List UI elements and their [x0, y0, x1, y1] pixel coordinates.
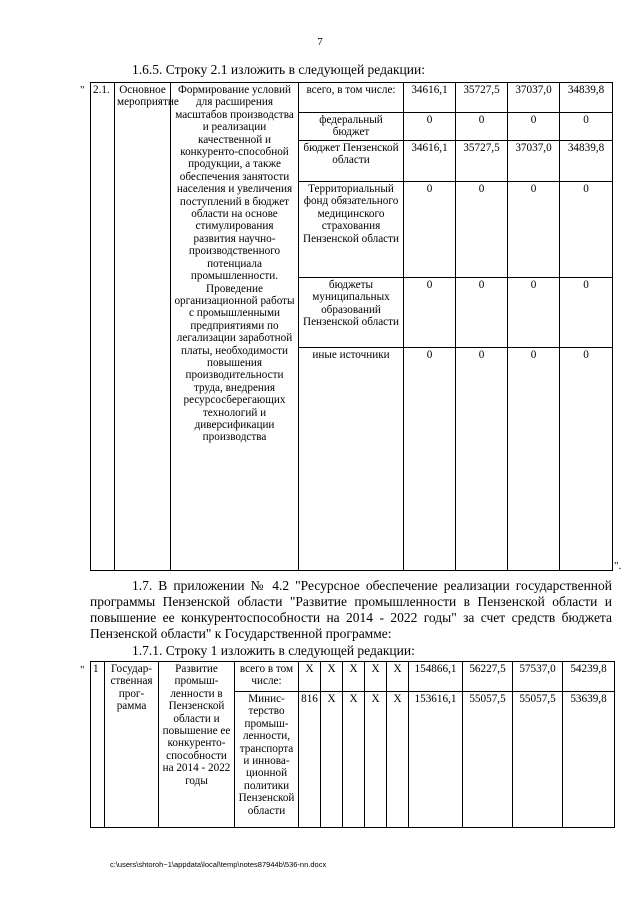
value-cell: 57537,0 [513, 662, 563, 692]
source-cell: всего, в том числе: [299, 83, 404, 113]
heading-1-7-1: 1.7.1. Строку 1 изложить в следующей редакции: [132, 643, 415, 658]
value-cell: 0 [404, 113, 456, 141]
value-cell: 0 [508, 278, 560, 348]
page-number: 7 [317, 36, 323, 48]
x-cell: X [321, 692, 343, 828]
value-cell: 153616,1 [409, 692, 463, 828]
row-type: Государ-ственная прог-рамма [105, 662, 159, 828]
x-cell: X [387, 662, 409, 692]
open-quote-1: " [80, 84, 85, 96]
value-cell: 0 [508, 182, 560, 278]
value-cell: 56227,5 [463, 662, 513, 692]
value-cell: 0 [508, 348, 560, 571]
value-cell: 0 [560, 278, 613, 348]
value-cell: 0 [404, 182, 456, 278]
x-cell: X [365, 692, 387, 828]
value-cell: 35727,5 [456, 141, 508, 182]
row-type: Основное мероприятие [115, 83, 171, 571]
row-number: 1 [91, 662, 105, 828]
row-number: 2.1. [91, 83, 115, 571]
row-description: Формирование условий для расширения масштабов производства и реализации качественной и конкуренто-способной продукции, а также обеспечения занятости населения и увеличения поступлений в бюджет области на основе стимулирования развития научно-производственного потенциала промышленности. Проведение организационной работы с промышленными предприятиями по легализации заработной платы, необходимости повышения производительности труда, внедрения ресурсосберегающих технологий и диверсификации производства [171, 83, 299, 571]
heading-1-6-5: 1.6.5. Строку 2.1 изложить в следующей редакции: [132, 62, 425, 77]
value-cell: 0 [560, 348, 613, 571]
x-cell: X [387, 692, 409, 828]
paragraph-1-7: 1.7. В приложении № 4.2 "Ресурсное обеспечение реализации государственной программы Пензенской области "Развитие промышленности в Пензенской области и повышение ее конкурентоспособности на 2014 - 2022 годы" за счет средств бюджета Пензенской области" к Государственной программе: [90, 578, 612, 641]
x-cell: X [299, 662, 321, 692]
value-cell: 0 [404, 348, 456, 571]
value-cell: 37037,0 [508, 83, 560, 113]
source-cell: федеральный бюджет [299, 113, 404, 141]
value-cell: 0 [560, 182, 613, 278]
table-row-1 [90, 661, 615, 828]
source-cell: Территориальный фонд обязательного медицинского страхования Пензенской области [299, 182, 404, 278]
value-cell: 0 [404, 278, 456, 348]
x-cell: X [343, 692, 365, 828]
source-cell: бюджет Пензенской области [299, 141, 404, 182]
x-cell: X [343, 662, 365, 692]
close-quote-1: ". [614, 560, 622, 572]
footer-file-path: c:\users\shtoroh~1\appdata\local\temp\notes87944b\536-nn.docx [110, 860, 327, 869]
value-cell: 35727,5 [456, 83, 508, 113]
value-cell: 55057,5 [513, 692, 563, 828]
value-cell: 0 [456, 278, 508, 348]
source-cell: всего в том числе: [235, 662, 299, 692]
value-cell: 55057,5 [463, 692, 513, 828]
source-cell: бюджеты муниципальных образований Пензенской области [299, 278, 404, 348]
value-cell: 34616,1 [404, 83, 456, 113]
value-cell: 0 [456, 348, 508, 571]
value-cell: 0 [560, 113, 613, 141]
value-cell: 34616,1 [404, 141, 456, 182]
program-name: Развитие промыш-ленности в Пензенской области и повышение ее конкуренто-способности на 2014 - 2022 годы [159, 662, 235, 828]
value-cell: 54239,8 [563, 662, 615, 692]
value-cell: 37037,0 [508, 141, 560, 182]
table-row-2-1 [90, 82, 613, 571]
value-cell: 0 [456, 182, 508, 278]
value-cell: 154866,1 [409, 662, 463, 692]
x-cell: X [365, 662, 387, 692]
code-cell: 816 [299, 692, 321, 828]
value-cell: 53639,8 [563, 692, 615, 828]
value-cell: 0 [508, 113, 560, 141]
value-cell: 34839,8 [560, 141, 613, 182]
open-quote-2: " [80, 664, 85, 676]
x-cell: X [321, 662, 343, 692]
value-cell: 0 [456, 113, 508, 141]
value-cell: 34839,8 [560, 83, 613, 113]
source-cell: Минис-терство промыш-ленности, транспорта и иннова-ционной политики Пензенской области [235, 692, 299, 828]
source-cell: иные источники [299, 348, 404, 571]
